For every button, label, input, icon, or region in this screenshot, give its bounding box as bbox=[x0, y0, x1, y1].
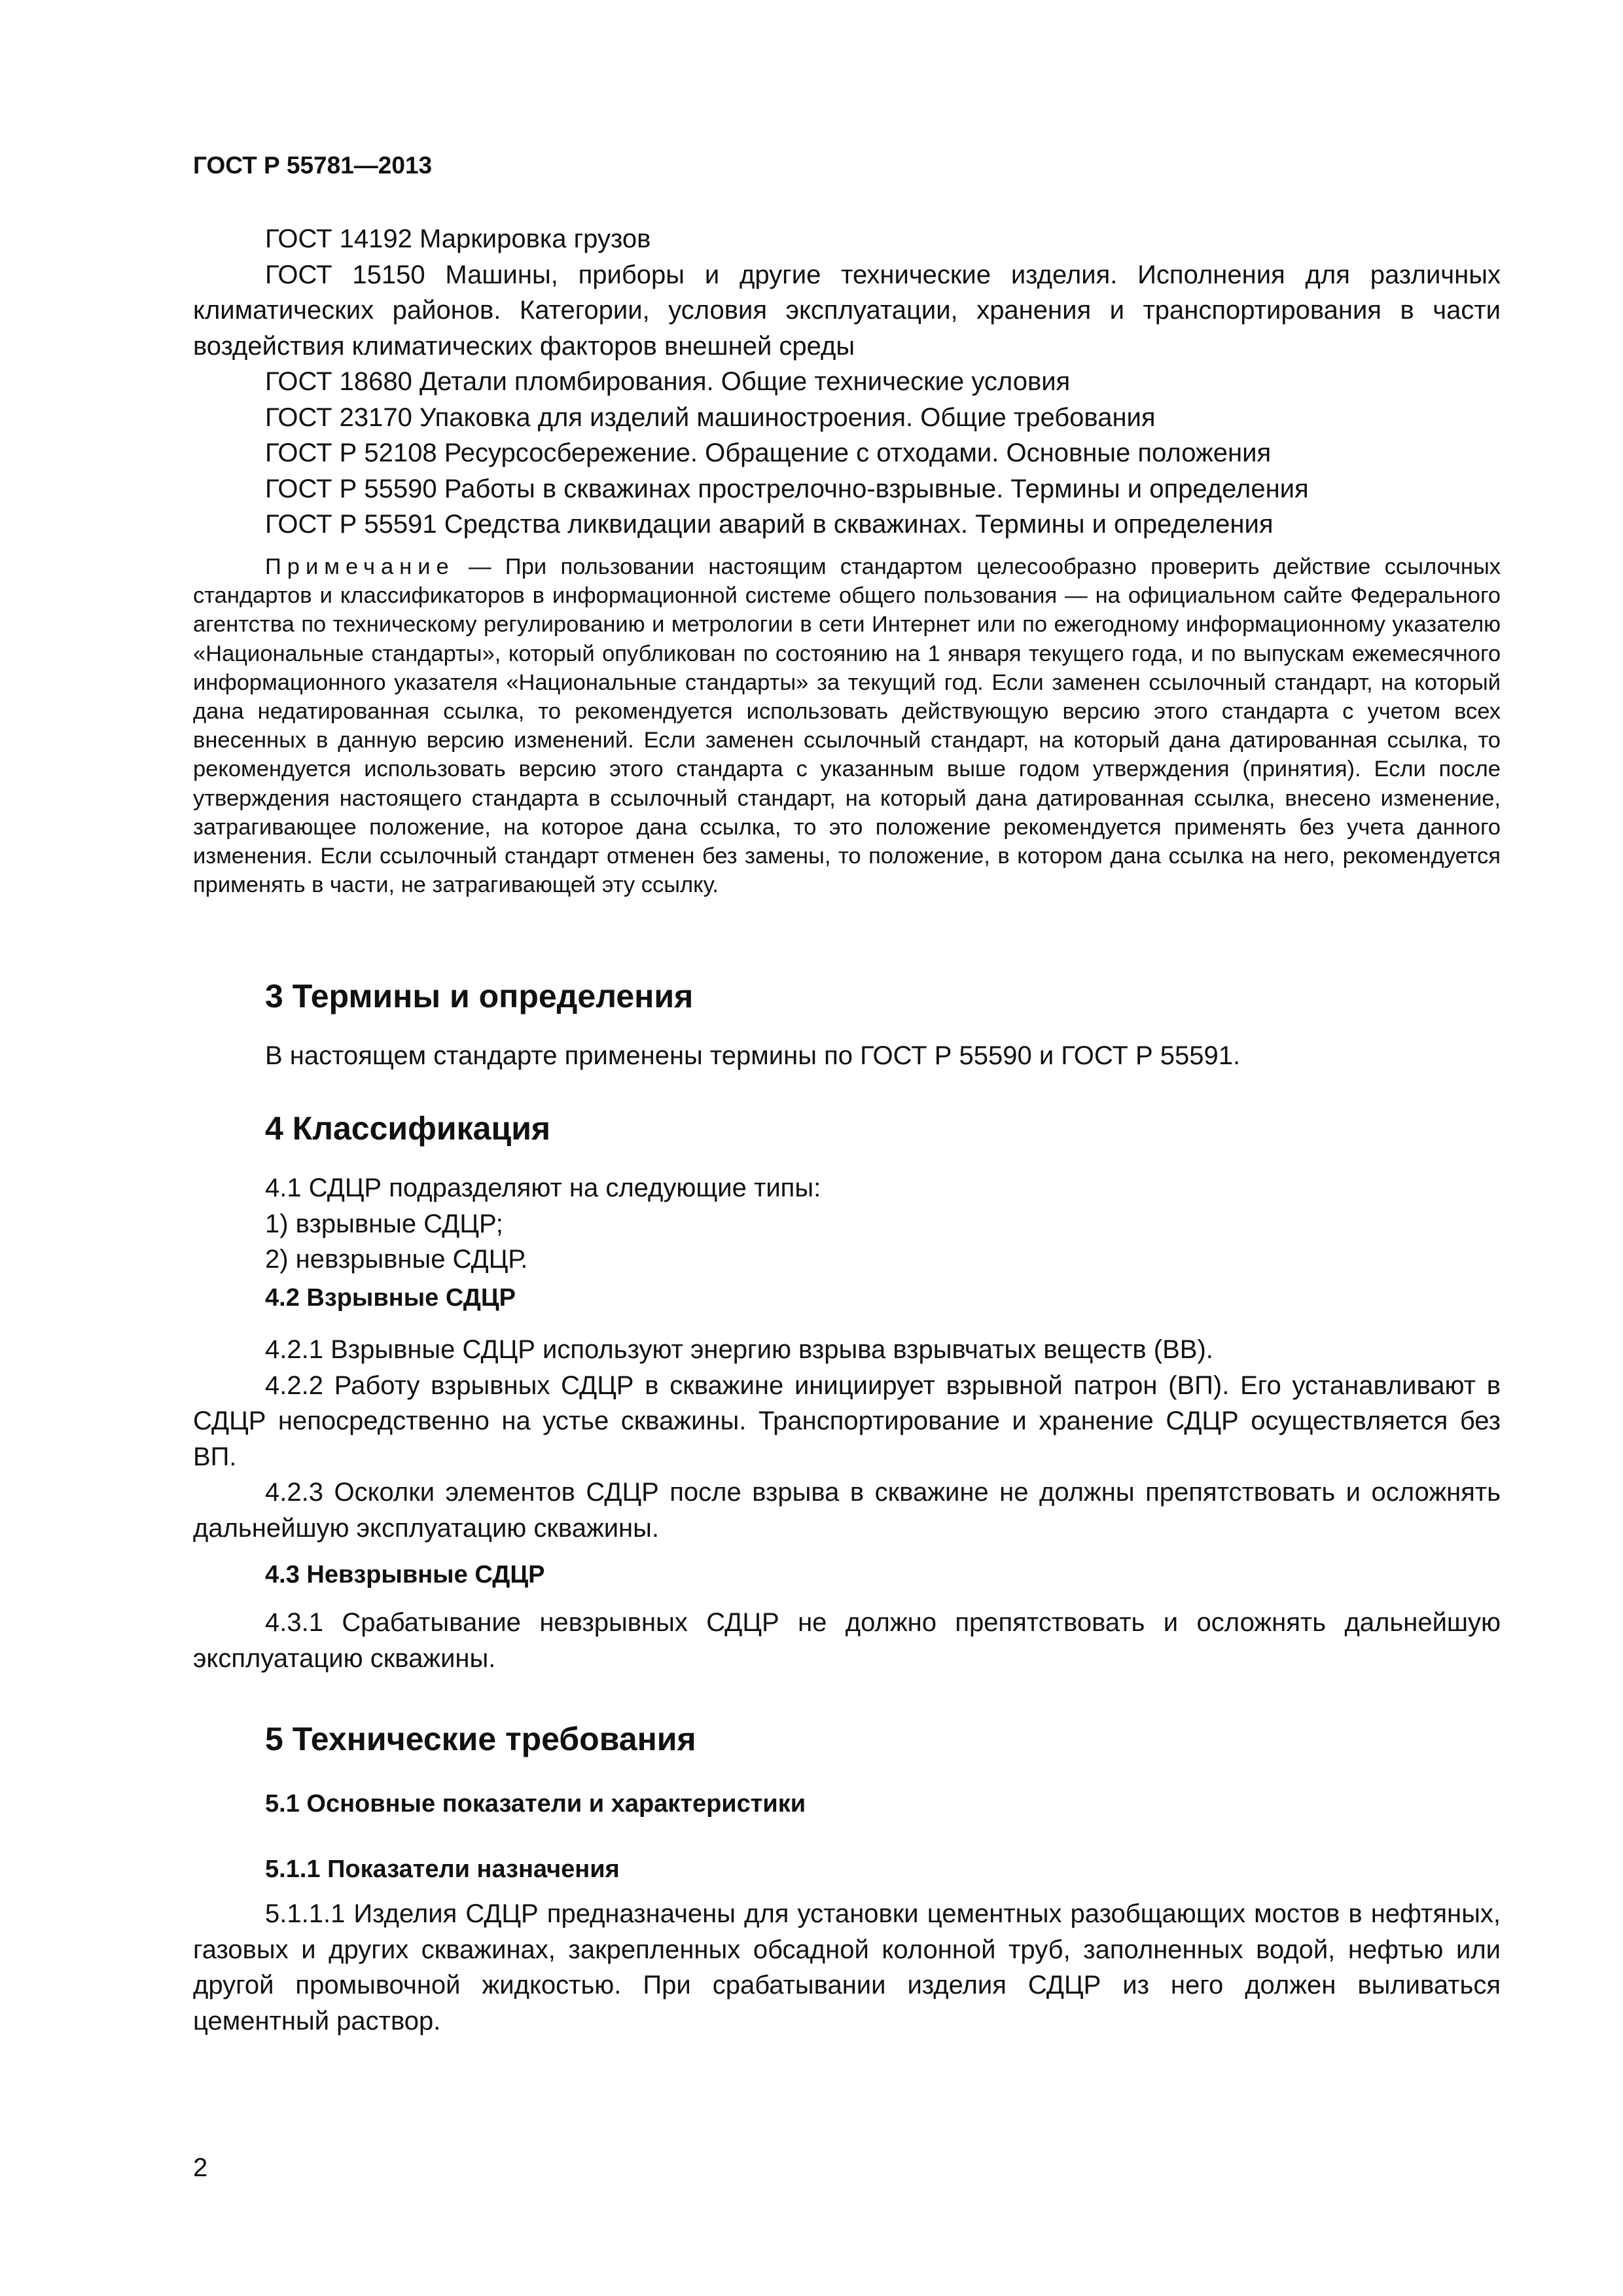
note-text: — При пользовании настоящим стандартом целесообразно проверить действие ссылочных стандартов и классификаторов в информационной системе общего пользования — на официальном сайте Федерального агентства по техническому регулированию и метрологии в сети Интернет или по ежегодному информационному указателю «Национальные стандарты», который опубликован по состоянию на 1 января текущего года, и по выпускам ежемесячного информационного указателя «Национальные стандарты» за текущий год. Если заменен ссылочный стандарт, на который дана недатированная ссылка, то рекомендуется использовать действующую версию этого стандарта с учетом всех внесенных в данную версию изменений. Если заменен ссылочный стандарт, на который дана датированная ссылка, то рекомендуется использовать версию этого стандарта с указанным выше годом утверждения (принятия). Если после утверждения настоящего стандарта в ссылочный стандарт, на который дана датированная ссылка, внесено изменение, затрагивающее положение, на которое дана ссылка, то это положение рекомендуется применять без учета данного изменения. Если ссылочный стандарт отменен без замены, то положение, в котором дана ссылка на него, рекомендуется применять в части, не затрагивающей эту ссылку. bbox=[193, 554, 1501, 898]
reference-item bbox=[193, 400, 1501, 436]
reference-code: ГОСТ Р 55590 bbox=[265, 474, 437, 503]
reference-title: Детали пломбирования. Общие технические условия bbox=[419, 367, 1071, 396]
paragraph: 5.1.1.1 Изделия СДЦР предназначены для установки цементных разобщающих мостов в нефтяных, газовых и других скважинах, закрепленных обсадной колонной труб, заполненных водой, нефтью или другой промывочной жидкостью. При срабатывании изделия СДЦР из него должен выливаться цементный раствор. bbox=[193, 1899, 1501, 2036]
reference-title: Средства ликвидации аварий в скважинах. Термины и определения bbox=[444, 510, 1274, 539]
reference-code: ГОСТ Р 55591 bbox=[265, 510, 437, 539]
section-4-heading: 4 Классификация bbox=[265, 1110, 551, 1147]
reference-code: ГОСТ 15150 bbox=[265, 260, 425, 289]
reference-item bbox=[193, 364, 1501, 400]
section-5-1-1-text bbox=[193, 1896, 1501, 2039]
reference-item bbox=[193, 507, 1501, 543]
reference-item bbox=[193, 435, 1501, 471]
reference-list bbox=[193, 221, 1501, 543]
reference-title: Маркировка грузов bbox=[419, 224, 651, 253]
section-4-2-heading: 4.2 Взрывные СДЦР bbox=[265, 1284, 516, 1312]
section-5-heading: 5 Технические требования bbox=[265, 1721, 696, 1757]
paragraph: 4.3.1 Срабатывание невзрывных СДЦР не должно препятствовать и осложнять дальнейшую эксплуатацию скважины. bbox=[193, 1608, 1501, 1673]
reference-item bbox=[193, 257, 1501, 365]
section-3-heading: 3 Термины и определения bbox=[265, 978, 694, 1014]
page-number: 2 bbox=[193, 2153, 208, 2182]
section-5-1-heading: 5.1 Основные показатели и характеристики bbox=[265, 1790, 806, 1818]
paragraph: В настоящем стандарте применены термины по ГОСТ Р 55590 и ГОСТ Р 55591. bbox=[265, 1041, 1241, 1070]
list-item: 1) взрывные СДЦР; bbox=[265, 1209, 503, 1238]
page-header: ГОСТ Р 55781—2013 bbox=[193, 152, 433, 179]
note-label: Примечание bbox=[265, 554, 455, 579]
reference-code: ГОСТ 18680 bbox=[265, 367, 412, 396]
reference-code: ГОСТ Р 52108 bbox=[265, 439, 437, 467]
section-3-text bbox=[193, 1038, 1501, 1074]
paragraph: 4.2.3 Осколки элементов СДЦР после взрыва в скважине не должны препятствовать и осложнять дальнейшую эксплуатацию скважины. bbox=[193, 1478, 1501, 1543]
reference-item bbox=[193, 471, 1501, 507]
reference-title: Работы в скважинах прострелочно-взрывные. Термины и определения bbox=[444, 474, 1309, 503]
list-item: 2) невзрывные СДЦР. bbox=[265, 1245, 528, 1274]
reference-code: ГОСТ 14192 bbox=[265, 224, 412, 253]
section-5-1-1-heading: 5.1.1 Показатели назначения bbox=[265, 1856, 620, 1883]
reference-item bbox=[193, 221, 1501, 257]
section-4-2-text bbox=[193, 1332, 1501, 1546]
section-4-list bbox=[193, 1170, 1501, 1278]
paragraph: 4.1 СДЦР подразделяют на следующие типы: bbox=[265, 1174, 821, 1202]
reference-title: Упаковка для изделий машиностроения. Общие требования bbox=[419, 403, 1156, 432]
reference-title: Машины, приборы и другие технические изделия. Исполнения для различных климатических районов. Категории, условия эксплуатации, хранения и транспортирования в части воздействия климатических факторов внешней среды bbox=[193, 260, 1501, 361]
paragraph: 4.2.1 Взрывные СДЦР используют энергию взрыва взрывчатых веществ (ВВ). bbox=[265, 1335, 1213, 1364]
section-4-3-text bbox=[193, 1605, 1501, 1676]
paragraph: 4.2.2 Работу взрывных СДЦР в скважине инициирует взрывной патрон (ВП). Его устанавливают в СДЦР непосредственно на устье скважины. Транспортирование и хранение СДЦР осуществляется без ВП. bbox=[193, 1371, 1501, 1471]
reference-title: Ресурсосбережение. Обращение с отходами. Основные положения bbox=[444, 439, 1272, 467]
reference-code: ГОСТ 23170 bbox=[265, 403, 412, 432]
section-4-3-heading: 4.3 Невзрывные СДЦР bbox=[265, 1561, 545, 1588]
note-block bbox=[193, 552, 1501, 899]
